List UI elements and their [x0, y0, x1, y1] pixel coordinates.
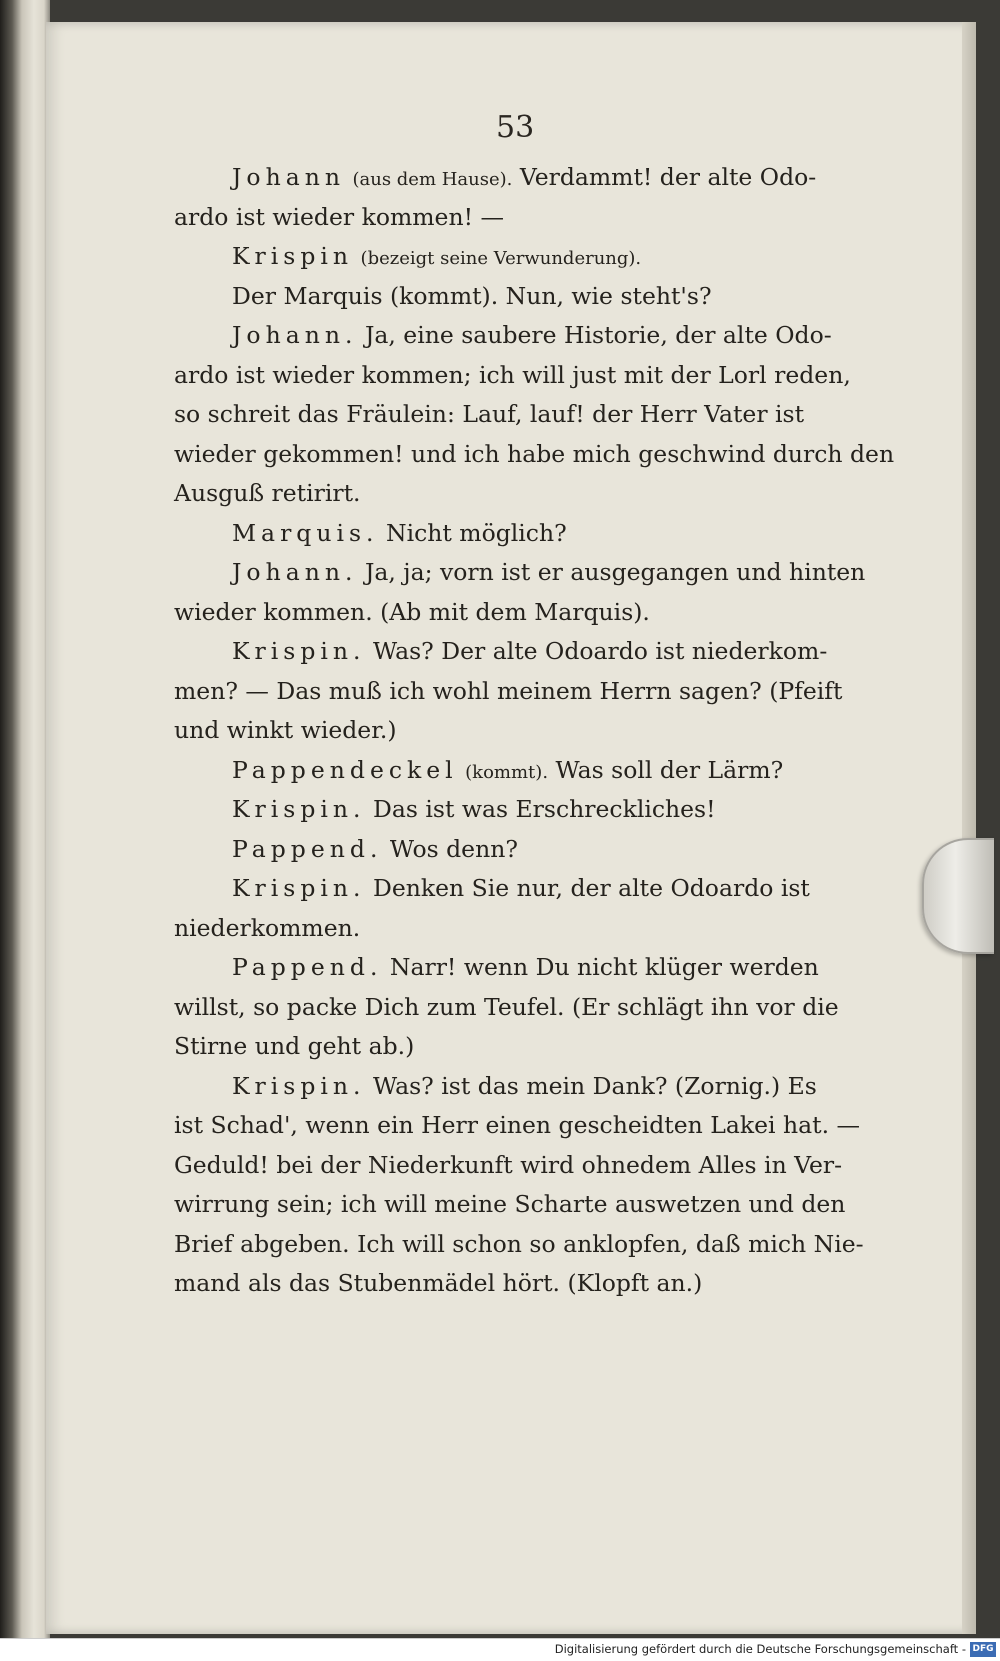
line-text: Geduld! bei der Niederkunft wird ohnedem Alles in Ver- [174, 1150, 843, 1179]
line-text: wieder kommen. (Ab mit dem Marquis). [174, 597, 650, 626]
line-text: Denken Sie nur, der alte Odoardo ist [365, 874, 810, 902]
text-line [174, 1185, 874, 1225]
text-line [174, 1225, 874, 1265]
text-line [174, 830, 874, 870]
text-line [174, 316, 874, 356]
text-line [174, 1106, 874, 1146]
text-line [174, 751, 874, 791]
book-binding-edge [0, 0, 50, 1660]
line-text: und winkt wieder.) [174, 716, 397, 744]
line-text: Wos denn? [382, 834, 518, 863]
text-line [174, 277, 874, 317]
text-line [174, 672, 874, 712]
page-number: 53 [496, 110, 535, 145]
text-line [174, 1146, 874, 1186]
line-text: willst, so packe Dich zum Teufel. (Er schlägt ihn vor die [174, 992, 839, 1021]
footer-credit: Digitalisierung gefördert durch die Deutsche Forschungsgemeinschaft - [554, 1642, 966, 1656]
line-text: ist Schad', wenn ein Herr einen gescheidten Lakei hat. — [174, 1111, 861, 1139]
text-line [174, 395, 874, 435]
line-text: wirrung sein; ich will meine Scharte auswetzen und den [174, 1190, 846, 1218]
speaker-name: Krispin. [232, 637, 366, 665]
text-line [174, 198, 874, 238]
line-text: Was? ist das mein Dank? (Zornig.) Es [365, 1071, 817, 1100]
line-text: Ja, eine saubere Historie, der alte Odo- [357, 321, 832, 349]
stage-direction: (aus dem Hause). [352, 169, 513, 190]
text-line [174, 158, 874, 198]
line-text: ardo ist wieder kommen! — [174, 202, 504, 231]
text-line [174, 909, 874, 949]
text-line [174, 632, 874, 672]
speaker-name: Pappend. [232, 953, 383, 981]
line-text: wieder gekommen! und ich habe mich geschwind durch den [174, 439, 895, 468]
page-edge [962, 22, 976, 1634]
text-line [174, 948, 874, 988]
text-line [174, 514, 874, 554]
text-line [174, 435, 895, 475]
speaker-name: Krispin [232, 242, 354, 270]
dfg-logo-icon: DFG [970, 1642, 996, 1657]
stage-direction: (kommt). [465, 761, 549, 783]
line-text: Was soll der Lärm? [548, 755, 784, 784]
page-clip-marker [922, 838, 994, 954]
line-text: Narr! wenn Du nicht klüger werden [382, 953, 819, 981]
line-text: Was? Der alte Odoardo ist niederkom- [365, 637, 828, 665]
text-line [174, 1264, 874, 1304]
line-text: Brief abgeben. Ich will schon so anklopfen, daß mich Nie- [174, 1229, 864, 1258]
speaker-name: Pappend. [232, 834, 383, 863]
line-text: Das ist was Erschreckliches! [365, 795, 716, 823]
text-line [174, 1027, 874, 1067]
text-line [174, 356, 874, 396]
line-text: Stirne und geht ab.) [174, 1032, 415, 1060]
text-line [174, 237, 874, 277]
speaker-name: Marquis. [232, 518, 379, 547]
stage-direction: (bezeigt seine Verwunderung). [360, 248, 642, 269]
speaker-name: Pappendeckel [232, 755, 458, 784]
line-text: Ausguß retirirt. [174, 479, 361, 507]
text-line [174, 869, 874, 909]
speaker-name: Johann. [232, 558, 358, 586]
line-text: Der Marquis (kommt). Nun, wie steht's? [232, 281, 712, 310]
line-text: men? — Das muß ich wohl meinem Herrn sagen? (Pfeift [174, 676, 843, 705]
text-line [174, 474, 874, 514]
speaker-name: Krispin. [232, 874, 366, 902]
text-line [174, 711, 874, 751]
play-text [174, 158, 895, 1304]
text-line [174, 593, 874, 633]
line-text: ardo ist wieder kommen; ich will just mit der Lorl reden, [174, 360, 851, 389]
text-line [174, 553, 874, 593]
text-line [174, 1067, 874, 1107]
line-text: Verdammt! der alte Odo- [512, 163, 817, 191]
line-text: so schreit das Fräulein: Lauf, lauf! der Herr Vater ist [174, 400, 805, 428]
line-text: mand als das Stubenmädel hört. (Klopft an.) [174, 1269, 703, 1297]
speaker-name: Johann [232, 163, 345, 191]
line-text: Ja, ja; vorn ist er ausgegangen und hinten [357, 558, 866, 586]
text-line [174, 988, 874, 1028]
speaker-name: Johann. [232, 321, 358, 349]
line-text: Nicht möglich? [378, 518, 567, 547]
speaker-name: Krispin. [232, 795, 366, 823]
text-line [174, 790, 874, 830]
footer-bar [0, 1638, 1000, 1661]
line-text: niederkommen. [174, 913, 361, 942]
speaker-name: Krispin. [232, 1071, 366, 1100]
